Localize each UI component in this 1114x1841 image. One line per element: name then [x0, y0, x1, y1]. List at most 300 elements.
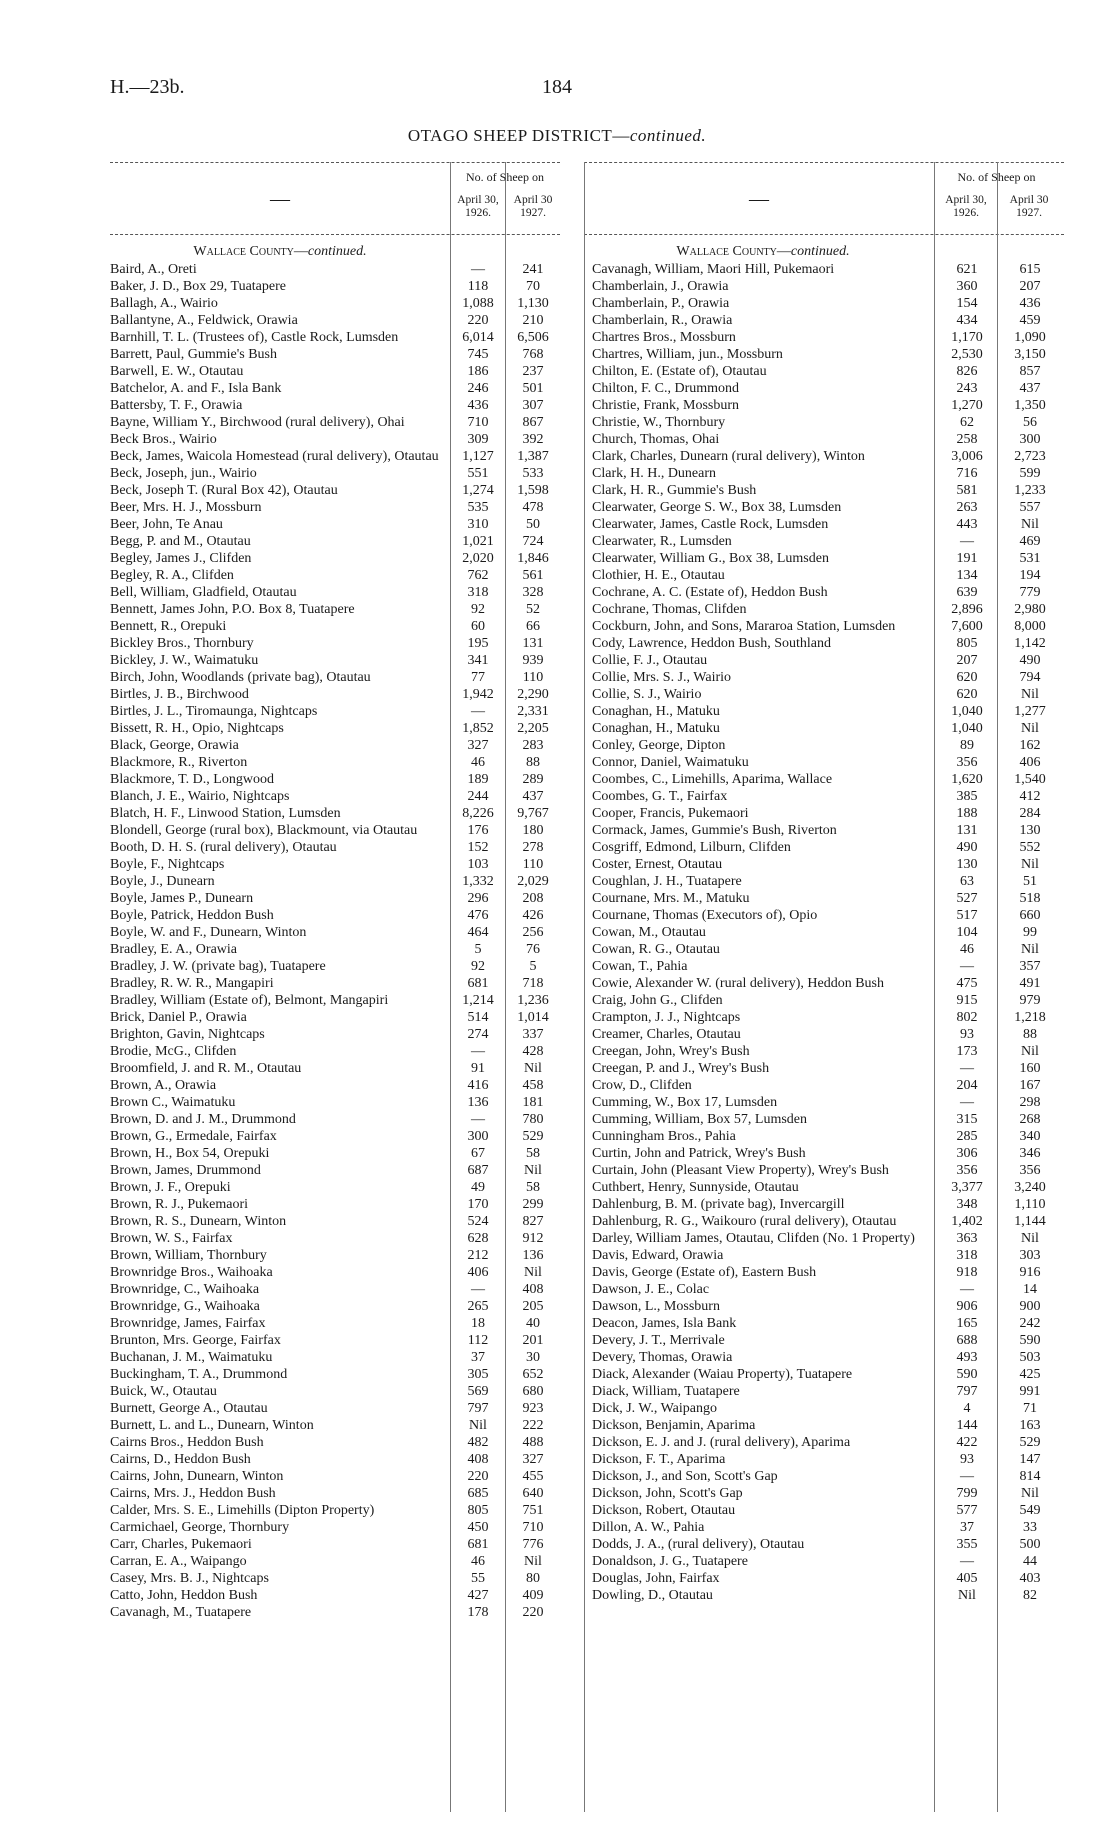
sheep-count-1926: 134: [956, 568, 978, 583]
sheep-count-1926: 176: [467, 823, 489, 838]
sheep-count-1927: 710: [522, 1520, 544, 1535]
sheep-count-1926: 476: [467, 908, 489, 923]
sheep-count-1927: Nil: [1021, 857, 1039, 872]
sheep-count-1926: 189: [467, 772, 489, 787]
table-row: [592, 1468, 1064, 1485]
sheep-count-1927: 1,130: [517, 296, 549, 311]
table-row: [110, 618, 560, 635]
owner-name: Begley, James J., Clifden: [110, 551, 252, 566]
header-rule: [584, 234, 1064, 235]
owner-name: Birtles, J. B., Birchwood: [110, 687, 249, 702]
sheep-count-1926: 186: [467, 364, 489, 379]
sheep-on-header: No. of Sheep on: [957, 170, 1036, 184]
owner-name: Beck Bros., Wairio: [110, 432, 217, 447]
sheep-count-1927: 357: [1019, 959, 1041, 974]
sheep-count-1926: 1,040: [951, 721, 983, 736]
table-row: [110, 1553, 560, 1570]
owner-name: Beck, Joseph T. (Rural Box 42), Otautau: [110, 483, 338, 498]
sheep-count-1926: 551: [467, 466, 489, 481]
table-row: [110, 1230, 560, 1247]
sheep-count-1926: 482: [467, 1435, 489, 1450]
table-row: [110, 550, 560, 567]
owner-name: Dickson, Robert, Otautau: [592, 1503, 736, 1518]
sheep-count-1927: Nil: [1021, 1486, 1039, 1501]
sheep-count-1926: 3,006: [951, 449, 983, 464]
table-row: [592, 1400, 1064, 1417]
owner-name: Dillon, A. W., Pahia: [592, 1520, 705, 1535]
owner-name: Blondell, George (rural box), Blackmount, via Otautau: [110, 823, 418, 838]
owner-name: Begley, R. A., Clifden: [110, 568, 234, 583]
sheep-count-1927: 210: [522, 313, 544, 328]
owner-name: Chamberlain, R., Orawia: [592, 313, 733, 328]
owner-name: Cavanagh, M., Tuatapere: [110, 1605, 252, 1620]
owner-name: Conley, George, Dipton: [592, 738, 726, 753]
table-row: [110, 380, 560, 397]
owner-name: Blanch, J. E., Wairio, Nightcaps: [110, 789, 290, 804]
table-row: [592, 686, 1064, 703]
sheep-count-1927: 242: [1019, 1316, 1041, 1331]
sheep-count-1926: 569: [467, 1384, 489, 1399]
sheep-count-1926: 681: [467, 976, 489, 991]
sheep-count-1927: 1,144: [1014, 1214, 1046, 1229]
sheep-count-1926: Nil: [958, 1588, 976, 1603]
sheep-count-1927: 779: [1019, 585, 1041, 600]
table-row: [592, 890, 1064, 907]
sheep-count-1927: 9,767: [517, 806, 549, 821]
table-row: [110, 499, 560, 516]
table-row: [592, 652, 1064, 669]
sheep-count-1926: 762: [467, 568, 489, 583]
sheep-count-1927: 52: [526, 602, 540, 617]
sheep-count-1926: 18: [471, 1316, 485, 1331]
table-row: [110, 1349, 560, 1366]
sheep-count-1927: 110: [522, 857, 544, 872]
sheep-count-1927: 599: [1019, 466, 1041, 481]
sheep-count-1927: 278: [522, 840, 544, 855]
top-rule: [584, 162, 1064, 163]
owner-name: Cairns, D., Heddon Bush: [110, 1452, 251, 1467]
sheep-count-1926: 46: [471, 755, 485, 770]
table-row: [592, 1111, 1064, 1128]
sheep-count-1927: 979: [1019, 993, 1041, 1008]
table-row: [592, 771, 1064, 788]
table-row: [592, 1587, 1064, 1604]
table-row: [110, 754, 560, 771]
owner-name: Crow, D., Clifden: [592, 1078, 692, 1093]
sheep-count-1927: 916: [1019, 1265, 1041, 1280]
sheep-count-1927: 428: [522, 1044, 544, 1059]
owner-name: Dickson, E. J. and J. (rural delivery), Aparima: [592, 1435, 851, 1450]
sheep-count-1927: 1,236: [517, 993, 549, 1008]
table-row: [110, 448, 560, 465]
report-reference: H.—23b.: [110, 76, 185, 98]
sheep-count-1926: 341: [467, 653, 489, 668]
sheep-count-1927: 147: [1019, 1452, 1041, 1467]
owner-name: Brownridge, G., Waihoaka: [110, 1299, 260, 1314]
table-row: [110, 1468, 560, 1485]
sheep-count-1927: 469: [1019, 534, 1041, 549]
sheep-count-1927: Nil: [1021, 942, 1039, 957]
sheep-count-1927: 220: [522, 1605, 544, 1620]
owner-name: Booth, D. H. S. (rural delivery), Otautau: [110, 840, 337, 855]
sheep-count-1926: 1,040: [951, 704, 983, 719]
sheep-count-1926: 258: [956, 432, 978, 447]
table-row: [592, 1553, 1064, 1570]
table-row: [110, 465, 560, 482]
sheep-count-1926: —: [471, 1044, 485, 1059]
left-table-half: [110, 162, 560, 1812]
owner-name: Dickson, J., and Son, Scott's Gap: [592, 1469, 778, 1484]
sheep-count-1926: 2,530: [951, 347, 983, 362]
owner-name: Buick, W., Otautau: [110, 1384, 217, 1399]
sheep-count-1927: 2,029: [517, 874, 549, 889]
table-row: [592, 1009, 1064, 1026]
table-row: [592, 941, 1064, 958]
sheep-count-1926: 906: [956, 1299, 978, 1314]
table-row: [592, 873, 1064, 890]
table-row: [592, 329, 1064, 346]
sheep-count-1927: 409: [522, 1588, 544, 1603]
owner-name: Clark, H. H., Dunearn: [592, 466, 717, 481]
table-row: [592, 278, 1064, 295]
owner-name: Burnett, George A., Otautau: [110, 1401, 268, 1416]
sheep-count-1926: 1,942: [462, 687, 494, 702]
sheep-count-1926: 144: [956, 1418, 978, 1433]
owner-name: Black, George, Orawia: [110, 738, 239, 753]
sheep-count-1926: 918: [956, 1265, 978, 1280]
sheep-count-1927: 491: [1019, 976, 1041, 991]
sheep-count-1926: 628: [467, 1231, 489, 1246]
sheep-count-1926: 93: [960, 1452, 974, 1467]
sheep-count-1927: 557: [1019, 500, 1041, 515]
sheep-count-1926: 1,274: [462, 483, 494, 498]
owner-name: Collie, F. J., Otautau: [592, 653, 708, 668]
owner-name: Conaghan, H., Matuku: [592, 721, 720, 736]
owner-name: Coombes, C., Limehills, Aparima, Wallace: [592, 772, 833, 787]
sheep-count-1926: 687: [467, 1163, 489, 1178]
county-heading: [110, 244, 450, 261]
sheep-count-1926: Nil: [469, 1418, 487, 1433]
sheep-count-1927: 1,110: [1014, 1197, 1046, 1212]
sheep-count-1927: 44: [1023, 1554, 1037, 1569]
owner-name: Brown, A., Orawia: [110, 1078, 217, 1093]
sheep-count-1926: 118: [467, 279, 489, 294]
owner-name: Bissett, R. H., Opio, Nightcaps: [110, 721, 284, 736]
table-row: [592, 1179, 1064, 1196]
sheep-count-1927: 412: [1019, 789, 1041, 804]
sheep-count-1927: 640: [522, 1486, 544, 1501]
sheep-count-1926: 265: [467, 1299, 489, 1314]
sheep-count-1927: 680: [522, 1384, 544, 1399]
table-row: [110, 1298, 560, 1315]
table-row: [110, 873, 560, 890]
sheep-count-1927: 1,014: [517, 1010, 549, 1025]
sheep-count-1927: 425: [1019, 1367, 1041, 1382]
owner-name: Buchanan, J. M., Waimatuku: [110, 1350, 273, 1365]
table-row: [110, 346, 560, 363]
table-row: [110, 958, 560, 975]
owner-name: Coombes, G. T., Fairfax: [592, 789, 728, 804]
sheep-count-1927: 130: [1019, 823, 1041, 838]
owner-name: Brown C., Waimatuku: [110, 1095, 236, 1110]
sheep-count-1927: 58: [526, 1180, 540, 1195]
table-row: [592, 1145, 1064, 1162]
right-rows: [592, 244, 1064, 1604]
sheep-count-1927: 298: [1019, 1095, 1041, 1110]
sheep-count-1926: 5: [474, 942, 482, 957]
sheep-count-1926: 7,600: [951, 619, 983, 634]
table-row: [592, 669, 1064, 686]
sheep-count-1926: 152: [467, 840, 489, 855]
table-row: [110, 975, 560, 992]
sheep-count-1927: 2,205: [517, 721, 549, 736]
title-main: OTAGO SHEEP DISTRICT—: [407, 126, 630, 145]
sheep-count-1926: 136: [467, 1095, 489, 1110]
sheep-count-1927: 207: [1019, 279, 1041, 294]
table-row: [110, 720, 560, 737]
sheep-count-1927: 303: [1019, 1248, 1041, 1263]
sheep-count-1926: —: [471, 1282, 485, 1297]
sheep-count-1926: 173: [956, 1044, 978, 1059]
sheep-count-1926: 639: [956, 585, 978, 600]
sheep-count-1927: 33: [1023, 1520, 1037, 1535]
table-row: [110, 1026, 560, 1043]
table-row: [592, 261, 1064, 278]
table-row: [592, 397, 1064, 414]
sheep-count-1926: 89: [960, 738, 974, 753]
owner-name: Clark, Charles, Dunearn (rural delivery), Winton: [592, 449, 865, 464]
table-row: [110, 1604, 560, 1621]
owner-name: Clearwater, William G., Box 38, Lumsden: [592, 551, 829, 566]
owner-name: Brownridge, James, Fairfax: [110, 1316, 266, 1331]
sheep-count-1927: 529: [522, 1129, 544, 1144]
sheep-count-1927: 1,090: [1014, 330, 1046, 345]
sheep-count-1927: 208: [522, 891, 544, 906]
sheep-count-1927: 751: [522, 1503, 544, 1518]
table-row: [592, 1417, 1064, 1434]
owner-name: Carmichael, George, Thornbury: [110, 1520, 290, 1535]
sheep-count-1927: Nil: [1021, 1044, 1039, 1059]
sheep-count-1927: 50: [526, 517, 540, 532]
sheep-count-1926: 620: [956, 670, 978, 685]
table-row: [110, 1383, 560, 1400]
table-row: [110, 1315, 560, 1332]
sheep-count-1927: 58: [526, 1146, 540, 1161]
table-row: [592, 754, 1064, 771]
sheep-count-1927: 1,598: [517, 483, 549, 498]
sheep-count-1927: 1,142: [1014, 636, 1046, 651]
owner-name: Cairns, John, Dunearn, Winton: [110, 1469, 284, 1484]
sheep-count-1926: 306: [956, 1146, 978, 1161]
table-row: [592, 822, 1064, 839]
table-row: [110, 941, 560, 958]
owner-name: Clearwater, James, Castle Rock, Lumsden: [592, 517, 829, 532]
owner-name: Cowan, M., Otautau: [592, 925, 706, 940]
table-row: [592, 1213, 1064, 1230]
sheep-count-1927: 827: [522, 1214, 544, 1229]
sheep-count-1927: 500: [1019, 1537, 1041, 1552]
owner-name: Bradley, E. A., Orawia: [110, 942, 237, 957]
sheep-count-1926: 385: [956, 789, 978, 804]
owner-name: Brown, G., Ermedale, Fairfax: [110, 1129, 277, 1144]
sheep-count-1927: 939: [522, 653, 544, 668]
table-row: [592, 907, 1064, 924]
owner-name: Barwell, E. W., Otautau: [110, 364, 244, 379]
sheep-count-1927: 181: [522, 1095, 544, 1110]
table-row: [592, 635, 1064, 652]
sheep-count-1927: 718: [522, 976, 544, 991]
table-row: [592, 380, 1064, 397]
table-row: [592, 1570, 1064, 1587]
sheep-count-1927: 1,350: [1014, 398, 1046, 413]
table-row: [592, 1264, 1064, 1281]
sheep-count-1926: 62: [960, 415, 974, 430]
table-row: [592, 448, 1064, 465]
sheep-count-1926: 112: [467, 1333, 489, 1348]
sheep-count-1926: 165: [956, 1316, 978, 1331]
table-row: [110, 601, 560, 618]
table-row: [592, 1281, 1064, 1298]
sheep-count-1927: Nil: [524, 1061, 542, 1076]
owner-name: Craig, John G., Clifden: [592, 993, 723, 1008]
county-continued: continued.: [307, 244, 367, 259]
sheep-count-1927: Nil: [524, 1265, 542, 1280]
sheep-count-1926: 92: [471, 959, 485, 974]
owner-name: Cooper, Francis, Pukemaori: [592, 806, 749, 821]
sheep-count-1926: 406: [467, 1265, 489, 1280]
sheep-count-1926: 363: [956, 1231, 978, 1246]
sheep-count-1927: 437: [1019, 381, 1041, 396]
sheep-count-1927: 88: [1023, 1027, 1037, 1042]
sheep-count-1926: 527: [956, 891, 978, 906]
table-row: [592, 1077, 1064, 1094]
sheep-count-1927: 458: [522, 1078, 544, 1093]
owner-name: Brodie, McG., Clifden: [110, 1044, 237, 1059]
table-row: [592, 414, 1064, 431]
sheep-count-1927: 289: [522, 772, 544, 787]
owner-name: Chilton, F. C., Drummond: [592, 381, 740, 396]
sheep-count-1927: 1,277: [1014, 704, 1046, 719]
sheep-count-1927: 518: [1019, 891, 1041, 906]
page-title: [0, 126, 1114, 146]
sheep-count-1927: 88: [526, 755, 540, 770]
owner-name: Cosgriff, Edmond, Lilburn, Clifden: [592, 840, 791, 855]
table-row: [110, 431, 560, 448]
sheep-count-1926: 315: [956, 1112, 978, 1127]
sheep-count-1926: 685: [467, 1486, 489, 1501]
owner-name: Davis, George (Estate of), Eastern Bush: [592, 1265, 817, 1280]
sheep-count-1927: 408: [522, 1282, 544, 1297]
table-row: [592, 346, 1064, 363]
sheep-count-1926: 130: [956, 857, 978, 872]
sheep-count-1927: 1,846: [517, 551, 549, 566]
sheep-count-1927: 241: [522, 262, 544, 277]
name-column-header: —: [270, 188, 290, 210]
sheep-count-1927: 561: [522, 568, 544, 583]
sheep-count-1927: 794: [1019, 670, 1041, 685]
sheep-count-1926: 797: [956, 1384, 978, 1399]
owner-name: Bradley, R. W. R., Mangapiri: [110, 976, 274, 991]
owner-name: Bradley, William (Estate of), Belmont, Mangapiri: [110, 993, 389, 1008]
sheep-count-1926: 191: [956, 551, 978, 566]
table-row: [110, 907, 560, 924]
sheep-count-1927: 6,506: [517, 330, 549, 345]
sheep-count-1926: 285: [956, 1129, 978, 1144]
owner-name: Baker, J. D., Box 29, Tuatapere: [110, 279, 286, 294]
owner-name: Diack, William, Tuatapere: [592, 1384, 740, 1399]
sheep-count-1926: 60: [471, 619, 485, 634]
sheep-count-1927: 814: [1019, 1469, 1041, 1484]
sheep-count-1926: 178: [467, 1605, 489, 1620]
sheep-count-1926: 716: [956, 466, 978, 481]
owner-name: Barrett, Paul, Gummie's Bush: [110, 347, 278, 362]
owner-name: Bickley Bros., Thornbury: [110, 636, 254, 651]
table-row: [592, 1519, 1064, 1536]
table-row: [110, 1128, 560, 1145]
sheep-count-1926: 802: [956, 1010, 978, 1025]
owner-name: Cunningham Bros., Pahia: [592, 1129, 736, 1144]
sheep-count-1926: 1,270: [951, 398, 983, 413]
sheep-count-1927: Nil: [524, 1554, 542, 1569]
table-row: [592, 1383, 1064, 1400]
county-continued: continued.: [790, 244, 850, 259]
sheep-count-1927: 406: [1019, 755, 1041, 770]
table-row: [592, 992, 1064, 1009]
sheep-count-1927: 1,233: [1014, 483, 1046, 498]
table-row: [110, 533, 560, 550]
owner-name: Brown, H., Box 54, Orepuki: [110, 1146, 270, 1161]
year-1926-header: April 30, 1926.: [945, 194, 987, 219]
table-row: [592, 1349, 1064, 1366]
sheep-count-1927: 327: [522, 1452, 544, 1467]
sheep-count-1926: 688: [956, 1333, 978, 1348]
sheep-count-1926: 348: [956, 1197, 978, 1212]
sheep-count-1927: 162: [1019, 738, 1041, 753]
sheep-count-1927: 307: [522, 398, 544, 413]
sheep-count-1926: 799: [956, 1486, 978, 1501]
year-1927-header: April 30 1927.: [1009, 194, 1049, 219]
sheep-count-1926: 535: [467, 500, 489, 515]
sheep-count-1926: —: [960, 1554, 974, 1569]
table-row: [110, 822, 560, 839]
sheep-count-1926: 581: [956, 483, 978, 498]
table-row: [110, 363, 560, 380]
sheep-count-1926: 745: [467, 347, 489, 362]
table-row: [110, 1162, 560, 1179]
sheep-count-1926: 2,896: [951, 602, 983, 617]
owner-name: Dickson, John, Scott's Gap: [592, 1486, 743, 1501]
owner-name: Boyle, James P., Dunearn: [110, 891, 254, 906]
left-rows: [110, 244, 560, 1621]
sheep-count-1926: 1,021: [462, 534, 494, 549]
sheep-count-1927: 201: [522, 1333, 544, 1348]
sheep-count-1927: 80: [526, 1571, 540, 1586]
sheep-count-1926: 797: [467, 1401, 489, 1416]
table-row: [592, 788, 1064, 805]
owner-name: Boyle, Patrick, Heddon Bush: [110, 908, 274, 923]
sheep-count-1927: 529: [1019, 1435, 1041, 1450]
owner-name: Collie, S. J., Wairio: [592, 687, 702, 702]
sheep-count-1926: 204: [956, 1078, 978, 1093]
sheep-count-1927: 99: [1023, 925, 1037, 940]
sheep-count-1926: 296: [467, 891, 489, 906]
table-row: [110, 635, 560, 652]
table-row: [110, 567, 560, 584]
owner-name: Brownridge, C., Waihoaka: [110, 1282, 260, 1297]
sheep-count-1927: Nil: [1021, 517, 1039, 532]
table-row: [592, 1298, 1064, 1315]
table-row: [110, 516, 560, 533]
